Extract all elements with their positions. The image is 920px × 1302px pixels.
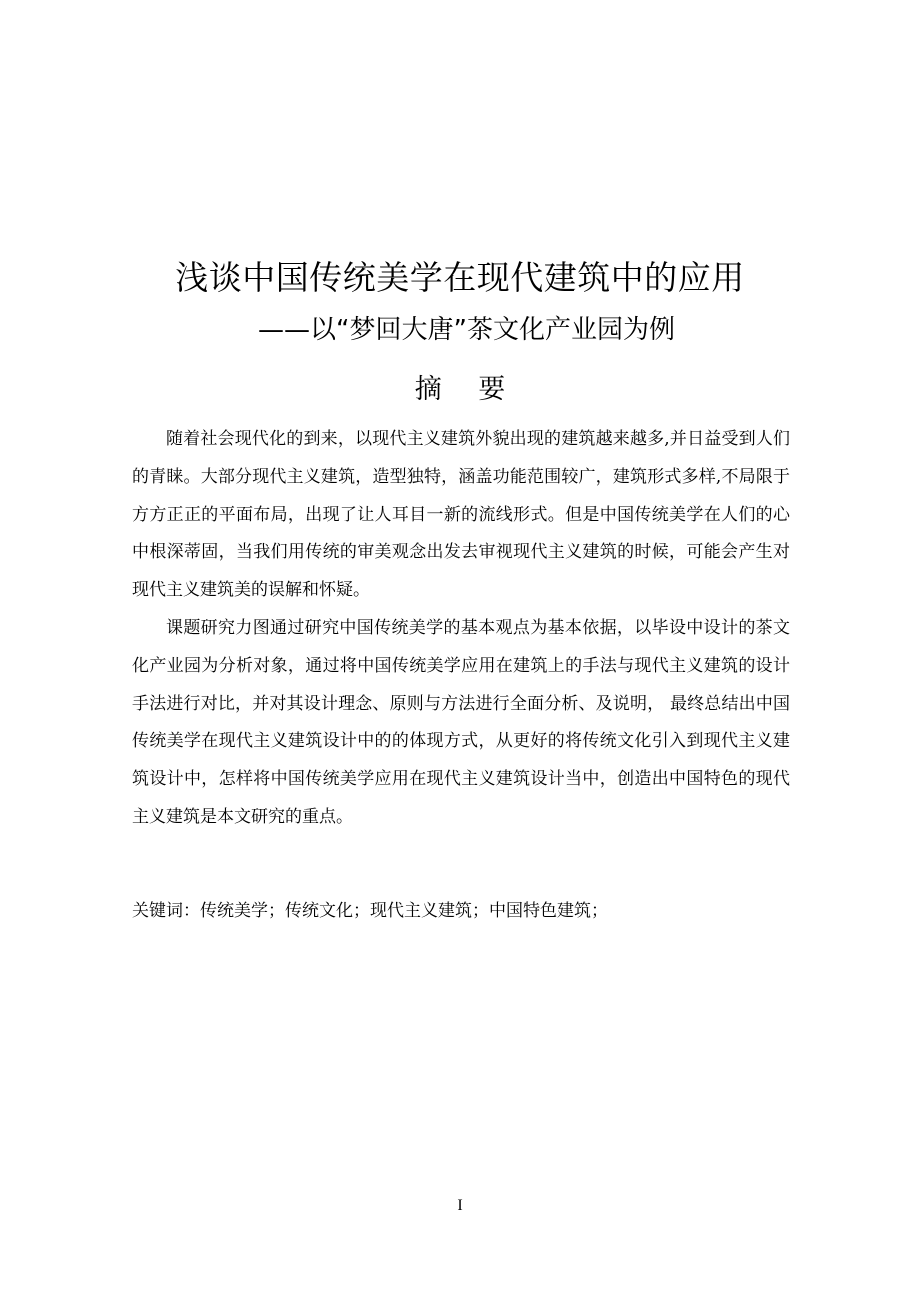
abstract-heading: 摘 要 [414,374,520,405]
abstract-paragraph-2: 课题研究力图通过研究中国传统美学的基本观点为基本依据，以毕设中设计的茶文化产业园为分析对象，通过将中国传统美学应用在建筑上的手法与现代主义建筑的设计手法进行对比，并对其设计理念、原则与方法进行全面分析、及说明， 最终总结出中国传统美学在现代主义建筑设计中的的体现方式，从更好的将传统文化引入到现代主义建筑设计中，怎样将中国传统美学应用在现代主义建筑设计当中，创造出中国特色的现代主义建筑是本文研究的重点。 [132,617,790,827]
document-subtitle: ——以“梦回大唐”茶文化产业园为例 [258,315,675,345]
keywords-label: 关键词： [132,901,200,921]
page-number: I [457,1197,463,1214]
keywords-text: 传统美学；传统文化；现代主义建筑；中国特色建筑； [200,901,608,921]
document-title: 浅谈中国传统美学在现代建筑中的应用 [175,258,745,297]
abstract-body [132,421,790,837]
abstract-paragraph-1: 随着社会现代化的到来，以现代主义建筑外貌出现的建筑越来越多,并日益受到人们的青睐。大部分现代主义建筑，造型独特，涵盖功能范围较广，建筑形式多样,不局限于方方正正的平面布局，出现了让人耳目一新的流线形式。但是中国传统美学在人们的心中根深蒂固，当我们用传统的审美观念出发去审视现代主义建筑的时候，可能会产生对现代主义建筑美的误解和怀疑。 [132,429,790,601]
keywords-line [132,893,790,929]
